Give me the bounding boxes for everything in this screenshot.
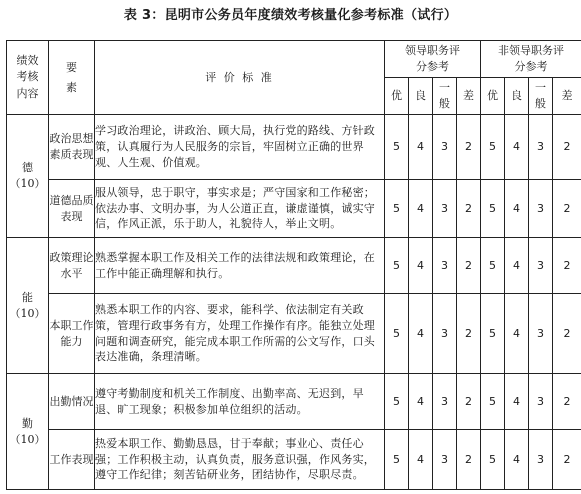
grade-header: 一般 (433, 78, 457, 115)
header-leader-group: 领导职务评分参考 (385, 41, 481, 78)
criteria-cell: 熟悉掌握本职工作及相关工作的法律法规和政策理论，在工作中能正确理解和执行。 (95, 238, 385, 294)
grade-header: 优 (385, 78, 409, 115)
score-cell: 4 (409, 430, 433, 490)
score-cell: 3 (529, 294, 553, 374)
score-cell: 2 (553, 115, 581, 180)
header-nonleader-group: 非领导职务评分参考 (481, 41, 581, 78)
score-cell: 2 (553, 374, 581, 430)
table-row (7, 294, 581, 374)
criteria-cell: 学习政治理论，讲政治、顾大局，执行党的路线、方针政策，认真履行为人民服务的宗旨，牢固树立正确的世界观、人生观、价值观。 (95, 115, 385, 180)
score-cell: 4 (505, 180, 529, 238)
score-cell: 2 (553, 238, 581, 294)
page-title: 表 3：昆明市公务员年度绩效考核量化参考标准（试行） (123, 8, 458, 23)
score-cell: 5 (481, 294, 505, 374)
score-cell: 4 (505, 374, 529, 430)
score-cell: 5 (385, 430, 409, 490)
score-cell: 4 (505, 115, 529, 180)
score-cell: 5 (385, 238, 409, 294)
score-cell: 3 (433, 115, 457, 180)
element-cell: 本职工作能力 (49, 294, 95, 374)
category-cell (7, 238, 49, 374)
grade-header: 优 (481, 78, 505, 115)
grade-header: 差 (553, 78, 581, 115)
element-cell: 工作表现 (49, 430, 95, 490)
table-row (7, 430, 581, 490)
score-cell: 2 (457, 430, 481, 490)
score-cell: 4 (505, 430, 529, 490)
header-content: 绩效考核内容 (7, 41, 49, 115)
element-cell: 出勤情况 (49, 374, 95, 430)
category-cell (7, 115, 49, 238)
score-cell: 5 (481, 115, 505, 180)
element-cell: 道德品质表现 (49, 180, 95, 238)
category-name: 勤 (22, 416, 33, 430)
header-criteria: 评 价 标 准 (95, 41, 385, 115)
score-cell: 3 (529, 238, 553, 294)
table-row (7, 180, 581, 238)
score-cell: 3 (529, 180, 553, 238)
score-cell: 3 (529, 374, 553, 430)
score-cell: 3 (433, 238, 457, 294)
score-cell: 4 (409, 294, 433, 374)
score-cell: 2 (457, 180, 481, 238)
score-cell: 2 (553, 180, 581, 238)
score-cell: 3 (433, 294, 457, 374)
score-cell: 4 (505, 294, 529, 374)
score-cell: 3 (433, 430, 457, 490)
criteria-cell: 熟悉本职工作的内容、要求，能科学、依法制定有关政策，管理行政事务有方，处理工作操作有序。能独立处理问题和调查研究，能完成本职工作所需的公文写作，口头表达准确，条理清晰。 (95, 294, 385, 374)
table-row (7, 115, 581, 180)
score-cell: 2 (457, 115, 481, 180)
score-cell: 5 (481, 430, 505, 490)
criteria-cell: 热爱本职工作、勤勤恳恳，甘于奉献；事业心、责任心强；工作积极主动，认真负责，服务意识强，作风务实，遵守工作纪律；刻苦钻研业务，团结协作，尽职尽责。 (95, 430, 385, 490)
score-cell: 3 (529, 115, 553, 180)
category-cell (7, 374, 49, 490)
score-cell: 4 (505, 238, 529, 294)
score-cell: 4 (409, 115, 433, 180)
score-cell: 4 (409, 374, 433, 430)
score-cell: 3 (433, 180, 457, 238)
assessment-table (6, 40, 581, 490)
element-cell: 政策理论水平 (49, 238, 95, 294)
category-points: （10） (9, 432, 46, 446)
table-row (7, 374, 581, 430)
grade-header: 良 (505, 78, 529, 115)
element-cell: 政治思想素质表现 (49, 115, 95, 180)
category-name: 德 (22, 161, 33, 175)
category-points: （10） (9, 306, 46, 320)
category-points: （10） (9, 177, 46, 190)
score-cell: 5 (481, 180, 505, 238)
score-cell: 5 (481, 238, 505, 294)
score-cell: 2 (553, 294, 581, 374)
criteria-cell: 遵守考勤制度和机关工作制度、出勤率高、无迟到，早退、旷工现象；积极参加单位组织的活动。 (95, 374, 385, 430)
score-cell: 2 (553, 430, 581, 490)
score-cell: 2 (457, 238, 481, 294)
score-cell: 5 (385, 294, 409, 374)
grade-header: 一般 (529, 78, 553, 115)
score-cell: 2 (457, 294, 481, 374)
score-cell: 3 (529, 430, 553, 490)
score-cell: 5 (385, 115, 409, 180)
grade-header: 差 (457, 78, 481, 115)
header-element: 要素 (49, 41, 95, 115)
score-cell: 5 (385, 180, 409, 238)
score-cell: 4 (409, 238, 433, 294)
score-cell: 4 (409, 180, 433, 238)
category-name: 能 (22, 290, 33, 304)
grade-header: 良 (409, 78, 433, 115)
score-cell: 5 (385, 374, 409, 430)
score-cell: 3 (433, 374, 457, 430)
criteria-cell: 服从领导，忠于职守，事实求是；严守国家和工作秘密；依法办事、文明办事，为人公道正直，谦虚谨慎，诚实守信，作风正派，乐于助人，礼貌待人，举止文明。 (95, 180, 385, 238)
score-cell: 5 (481, 374, 505, 430)
score-cell: 2 (457, 374, 481, 430)
table-row (7, 238, 581, 294)
